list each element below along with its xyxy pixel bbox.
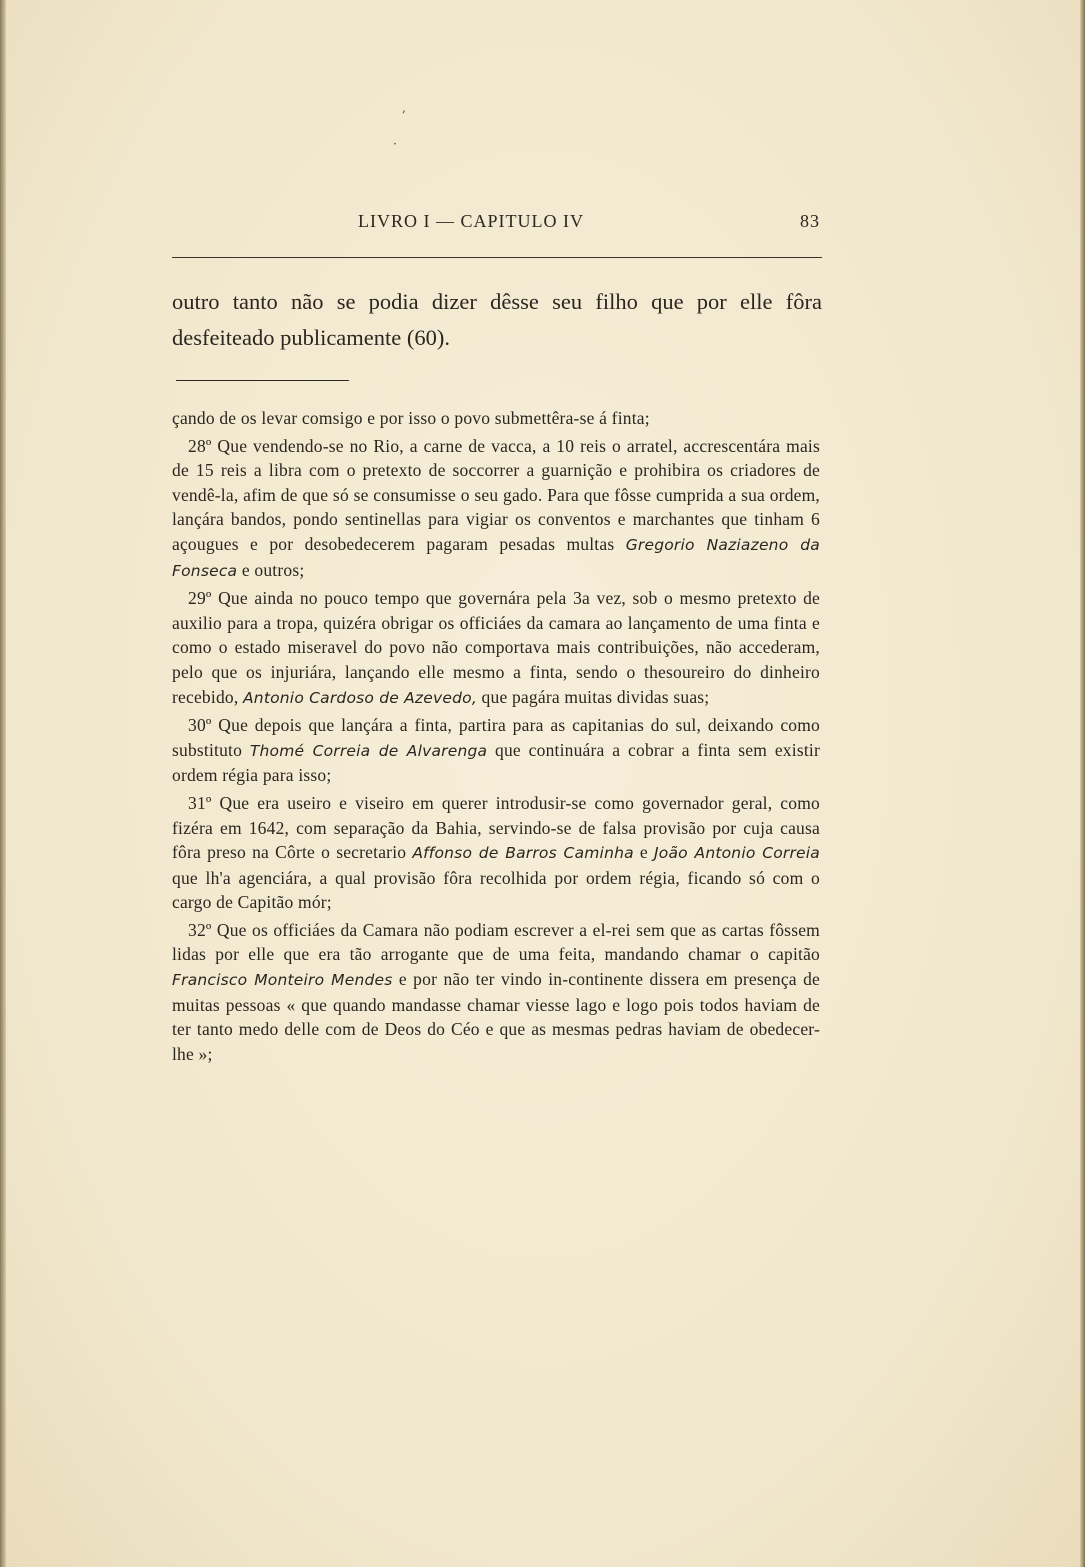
footnote-text: que pagára muitas dividas suas; — [476, 686, 710, 707]
footnote-text: 32º Que os officiáes da Camara não podiam escrever a el-rei sem que as cartas fôssem lidas por elle que era tão arrogante que de uma feita, mandando chamar o capitão — [172, 919, 820, 965]
footnote-text: 31º Que era useiro e viseiro em querer introdusir-se como governador geral, como fizéra em 1642, com separação da Bahia, servindo-se de falsa provisão por cuja causa fôra preso na Côrte o secretario — [172, 792, 820, 863]
footnote-item — [172, 918, 820, 1067]
page-edge-left — [0, 0, 6, 1567]
footnote-continuation — [172, 406, 820, 431]
italic-name: Affonso de Barros Caminha — [412, 844, 634, 863]
footnote-text: 30º Que depois que lançára a finta, partira para as capitanias do sul, deixando como substituto — [172, 715, 820, 760]
footnote-text: 28º Que vendendo-se no Rio, a carne de vacca, a 10 reis o arratel, accrescentára mais de 15 reis a libra com o pretexto de soccorrer a guarnição e prohibira os criadores de vendê-la, afim de que só se consumisse o seu gado. Para que fôsse cumprida a sua ordem, lançára bandos, pondo sentinellas para vigiar os conventos e marchantes que tinham 6 açougues e por desobedecerem pagaram pesadas multas — [172, 435, 820, 554]
running-title: LIVRO I — CAPITULO IV — [358, 211, 584, 231]
footnote-text: e outros; — [237, 559, 305, 580]
footnote-text: que lh'a agenciára, a qual provisão fôra recolhida por ordem régia, ficando só com o cargo de Capitão mór; — [172, 867, 820, 913]
speck: · — [393, 137, 397, 151]
italic-name: Thomé Correia de Alvarenga — [249, 741, 488, 760]
header-rule — [172, 257, 822, 258]
page-edge-right — [1080, 0, 1085, 1567]
footnote-item — [172, 791, 820, 915]
footnote-item — [172, 434, 820, 584]
footnote-text: 29º Que ainda no pouco tempo que governára pela 3a vez, sob o mesmo pretexto de auxilio para a tropa, quizéra obrigar os officiáes da camara ao lançamento de uma finta e como o estado miseravel do povo não comportava mais contribuições, não accederam, pelo que os injuriára, lançando elle mesmo a finta, sendo o thesoureiro do dinheiro recebido, — [172, 588, 820, 707]
speck: , — [402, 101, 406, 115]
italic-name: Antonio Cardoso de Azevedo, — [243, 688, 477, 707]
footnote-text: çando de os levar comsigo e por isso o povo submettêra-se á finta; — [172, 408, 650, 428]
footnote-item — [172, 713, 820, 788]
page-number: 83 — [800, 211, 820, 231]
footnote-item — [172, 586, 820, 710]
footnotes — [172, 406, 820, 1069]
footnote-text: e por não ter vindo in-continente dissera em presença de muitas pessoas « que quando mandasse chamar viesse lago e logo pois todos haviam de ter tanto medo delle com de Deos do Céo e que as mesmas pedras haviam de obedecer-lhe »; — [172, 969, 821, 1064]
running-header — [172, 211, 822, 241]
main-text: outro tanto não se podia dizer dêsse seu filho que por elle fôra desfeiteado publicamente (60). — [172, 289, 822, 350]
italic-name: Francisco Monteiro Mendes — [172, 971, 393, 990]
italic-name: Gregorio Naziazeno da Fonseca — [172, 535, 820, 580]
italic-name: João Antonio Correia — [654, 844, 820, 863]
footnote-rule — [176, 380, 349, 381]
footnote-text: e — [633, 842, 655, 863]
footnote-text: que continuára a cobrar a finta sem existir ordem régia para isso; — [172, 739, 820, 786]
